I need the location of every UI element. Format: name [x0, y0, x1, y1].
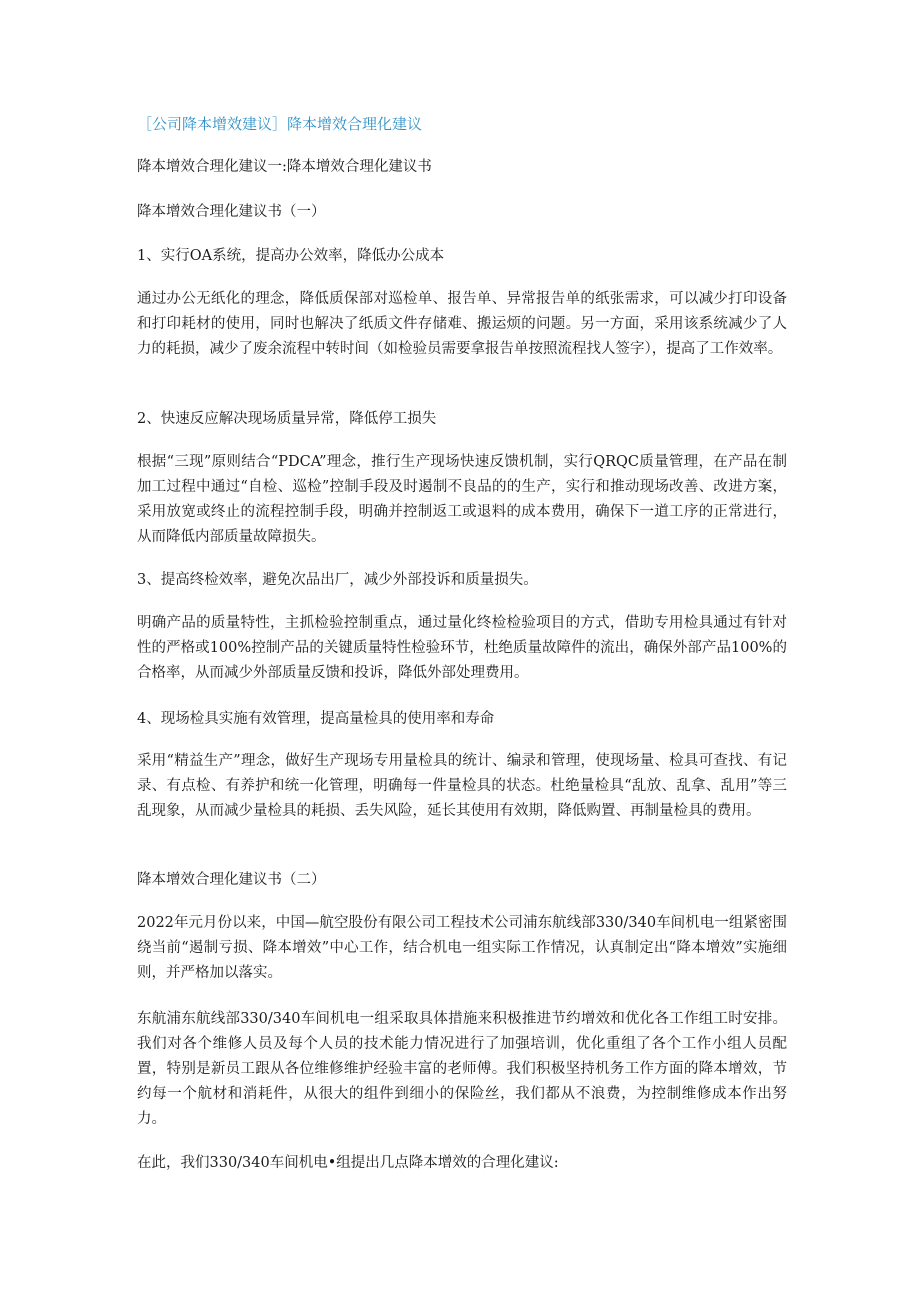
- item1-body: 通过办公无纸化的理念，降低质保部对巡检单、报告单、异常报告单的纸张需求，可以减少打印设备和打印耗材的使用，同时也解决了纸质文件存储难、搬运烦的问题。另一方面，采用该系统减少了人力的耗损，减少了废余流程中转时间（如检验员需要拿报告单按照流程找人签字），提高了工作效率。: [137, 291, 787, 357]
- section2-paragraph-1: 2022年元月份以来，中国—航空股份有限公司工程技术公司浦东航线部330/340车间机电一组紧密围绕当前“遏制亏损、降本增效”中心工作，结合机电一组实际工作情况，认真制定出“降本增效”实施细则，并严格加以落实。: [137, 915, 787, 981]
- section2-paragraph-2: 东航浦东航线部330/340车间机电一组采取具体措施来积极推进节约增效和优化各工作组工时安排。我们对各个维修人员及每个人员的技术能力情况进行了加强培训，优化重组了各个工作小组人员配置，特别是新员工跟从各位维修维护经验丰富的老师傅。我们积极坚持机务工作方面的降本增效，节约每一个航材和消耗件，从很大的组件到细小的保险丝，我们都从不浪费，为控制维修成本作出努力。: [137, 1011, 787, 1127]
- item3-body: 明确产品的质量特性，主抓检验控制重点，通过量化终检检验项目的方式，借助专用检具通过有针对性的严格或100%控制产品的关键质量特性检验环节，杜绝质量故障件的流出，确保外部产品100%的合格率，从而减少外部质量反馈和投诉，降低外部处理费用。: [137, 615, 787, 681]
- item4-body: 采用“精益生产”理念，做好生产现场专用量检具的统计、编录和管理，使现场量、检具可查找、有记录、有点检、有养护和统一化管理，明确每一件量检具的状态。杜绝量检具“乱放、乱拿、乱用”等三乱现象，从而减少量检具的耗损、丢失风险，延长其使用有效期，降低购置、再制量检具的费用。: [137, 753, 787, 819]
- item2-body: 根据“三现”原则结合“PDCA”理念，推行生产现场快速反馈机制，实行QRQC质量管理，在产品在制加工过程中通过“自检、巡检”控制手段及时遏制不良品的的生产，实行和推动现场改善、改进方案，采用放宽或终止的流程控制手段，明确并控制返工或退料的成本费用，确保下一道工序的正常进行，从而降低内部质量故障损失。: [137, 454, 787, 545]
- document-title[interactable]: ［公司降本增效建议］降本增效合理化建议: [137, 115, 423, 133]
- item2-heading: 2、快速反应解决现场质量异常，降低停工损失: [137, 411, 437, 427]
- section2-heading: 降本增效合理化建议书（二）: [137, 872, 326, 888]
- section2-paragraph-3: 在此，我们330/340车间机电•组提出几点降本增效的合理化建议:: [137, 1155, 559, 1171]
- item3-heading: 3、提高终检效率，避免次品出厂，减少外部投诉和质量损失。: [137, 572, 538, 588]
- item1-heading: 1、实行OA系统，提高办公效率，降低办公成本: [137, 248, 445, 264]
- section1-heading: 降本增效合理化建议书（一）: [137, 204, 326, 220]
- document-subtitle: 降本增效合理化建议一:降本增效合理化建议书: [137, 159, 432, 175]
- item4-heading: 4、现场检具实施有效管理，提高量检具的使用率和寿命: [137, 711, 495, 727]
